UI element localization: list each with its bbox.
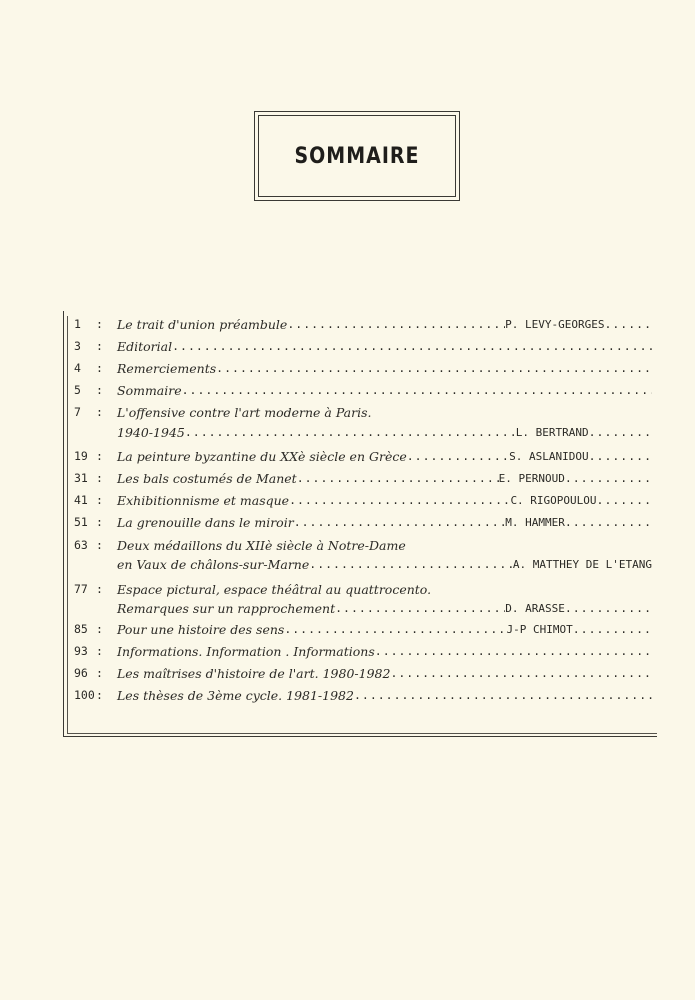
dot-leader — [216, 359, 652, 378]
page-number: 4 — [74, 361, 81, 375]
toc-line — [117, 599, 652, 618]
entry-title: La peinture byzantine du XXè siècle en Grèce — [117, 449, 407, 464]
toc-line — [117, 447, 652, 466]
toc-line — [117, 469, 652, 488]
entry-title: Espace pictural, espace théâtral au quattrocento. — [117, 582, 432, 597]
entry-title: Deux médaillons du XIIè siècle à Notre-Dame — [117, 538, 406, 553]
dot-leader — [354, 686, 652, 705]
entry-author: L. BERTRAND — [515, 426, 589, 439]
toc-line — [117, 381, 652, 400]
page-number: 31 — [74, 471, 88, 485]
page-title: SOMMAIRE — [294, 143, 420, 169]
separator-colon: : — [96, 644, 103, 658]
page-number: 3 — [74, 339, 81, 353]
trailing-dot-leader: .......... — [572, 622, 652, 636]
dot-leader — [297, 469, 499, 488]
trailing-dot-leader: ........ — [588, 425, 652, 439]
entry-author: A. MATTHEY DE L'ETANG — [512, 558, 652, 571]
entry-title: Remarques sur un rapprochement — [117, 601, 336, 616]
entry-title: Pour une histoire des sens — [117, 622, 285, 637]
dot-leader — [294, 513, 506, 532]
separator-colon: : — [96, 688, 103, 702]
trailing-dot-leader: ........... — [564, 601, 652, 615]
dot-leader — [390, 664, 652, 683]
dot-leader — [309, 555, 513, 574]
toc-line — [117, 423, 652, 442]
dot-leader — [172, 337, 652, 356]
separator-colon: : — [96, 622, 103, 636]
toc-line — [117, 620, 652, 639]
dot-leader — [289, 491, 510, 510]
toc-line — [117, 403, 652, 422]
separator-colon: : — [96, 515, 103, 529]
page-number: 63 — [74, 538, 88, 552]
trailing-dot-leader: ....... — [596, 493, 652, 507]
separator-colon: : — [96, 383, 103, 397]
entry-title: Remerciements — [117, 361, 217, 376]
entry-title: Sommaire — [117, 383, 182, 398]
toc-line — [117, 359, 652, 378]
title-box-inner — [258, 115, 456, 197]
separator-colon: : — [96, 449, 103, 463]
entry-author: J-P CHIMOT — [506, 623, 573, 636]
entry-title: Les thèses de 3ème cycle. 1981-1982 — [117, 688, 354, 703]
entry-author: S. ASLANIDOU — [509, 450, 589, 463]
page-number: 1 — [74, 317, 81, 331]
trailing-dot-leader: ........... — [564, 471, 652, 485]
entry-author: P. LEVY-GEORGES — [505, 318, 605, 331]
dot-leader — [182, 381, 652, 400]
separator-colon: : — [96, 317, 103, 331]
entry-author: E. PERNOUD — [498, 472, 565, 485]
page-number: 85 — [74, 622, 88, 636]
page-number: 77 — [74, 582, 88, 596]
toc-line — [117, 315, 652, 334]
entry-author: D. ARASSE — [505, 602, 565, 615]
dot-leader — [287, 315, 505, 334]
title-box — [254, 111, 460, 201]
page-number: 7 — [74, 405, 81, 419]
entry-title: Les bals costumés de Manet — [117, 471, 297, 486]
toc-line — [117, 580, 652, 599]
separator-colon: : — [96, 493, 103, 507]
page-number: 5 — [74, 383, 81, 397]
entry-title: en Vaux de châlons-sur-Marne — [117, 557, 310, 572]
separator-colon: : — [96, 666, 103, 680]
entry-author: M. HAMMER — [505, 516, 565, 529]
toc-line — [117, 513, 652, 532]
entry-title: L'offensive contre l'art moderne à Paris. — [117, 405, 372, 420]
page-number: 41 — [74, 493, 88, 507]
dot-leader — [335, 599, 505, 618]
toc-line — [117, 555, 652, 574]
entry-title: Le trait d'union préambule — [117, 317, 288, 332]
page-number: 19 — [74, 449, 88, 463]
entry-author: C. RIGOPOULOU — [510, 494, 597, 507]
separator-colon: : — [96, 471, 103, 485]
toc-line — [117, 491, 652, 510]
dot-leader — [407, 447, 509, 466]
page-number: 51 — [74, 515, 88, 529]
separator-colon: : — [96, 361, 103, 375]
dot-leader — [375, 642, 652, 661]
toc-line — [117, 686, 652, 705]
entry-title: La grenouille dans le miroir — [117, 515, 294, 530]
trailing-dot-leader: ........... — [564, 515, 652, 529]
toc-line — [117, 642, 652, 661]
trailing-dot-leader: ...... — [604, 317, 652, 331]
toc-line — [117, 664, 652, 683]
dot-leader — [284, 620, 506, 639]
page-number: 93 — [74, 644, 88, 658]
trailing-dot-leader: ........ — [588, 449, 652, 463]
entry-title: Editorial — [117, 339, 173, 354]
entry-title: Informations. Information . Informations — [117, 644, 375, 659]
entry-title: Exhibitionnisme et masque — [117, 493, 290, 508]
toc-line — [117, 337, 652, 356]
separator-colon: : — [96, 538, 103, 552]
toc-line — [117, 536, 652, 555]
entry-title: Les maîtrises d'histoire de l'art. 1980-1982 — [117, 666, 391, 681]
page-number: 96 — [74, 666, 88, 680]
separator-colon: : — [96, 405, 103, 419]
entry-title: 1940-1945 — [117, 425, 185, 440]
dot-leader — [185, 423, 516, 442]
page-number: 100 — [74, 688, 95, 702]
separator-colon: : — [96, 339, 103, 353]
separator-colon: : — [96, 582, 103, 596]
